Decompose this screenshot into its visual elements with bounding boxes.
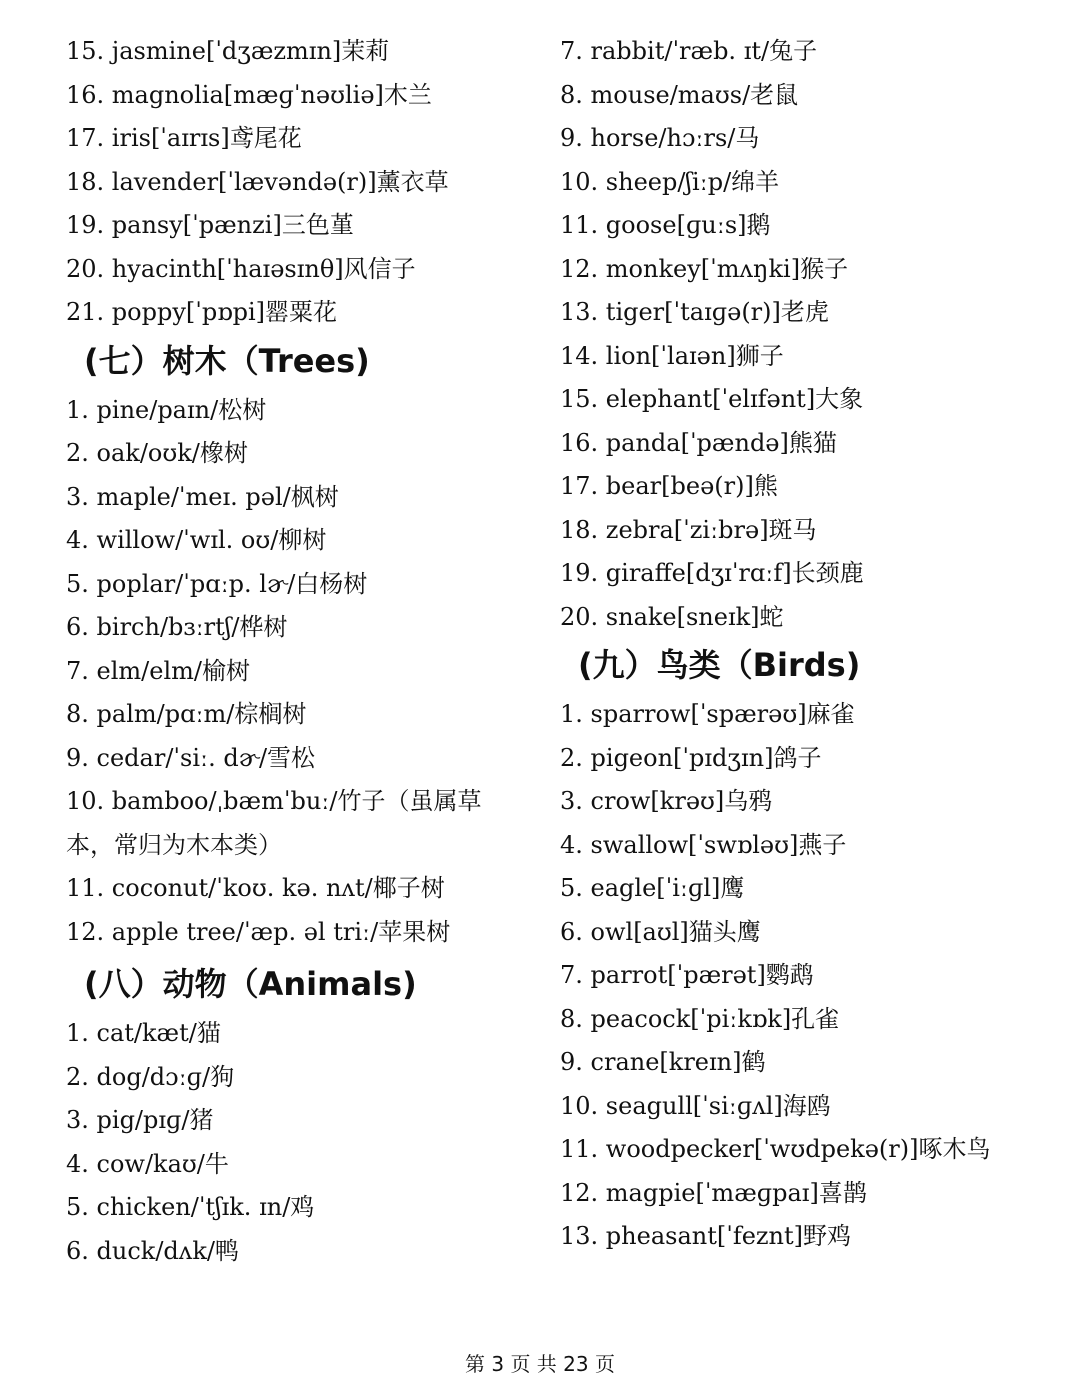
list-item: 15. elephant[ˈelɪfənt]大象 <box>560 385 864 413</box>
list-item: 12. magpie[ˈmæɡpaɪ]喜鹊 <box>560 1178 867 1207</box>
list-item: 2. pigeon[ˈpɪdʒɪn]鸽子 <box>560 743 822 772</box>
list-item: 10. sheep/ʃiːp/绵羊 <box>560 167 780 196</box>
left-column <box>66 30 526 1273</box>
list-item: 5. chicken/ˈtʃɪk. ɪn/鸡 <box>66 1193 315 1221</box>
list-item: 13. tiger[ˈtaɪɡə(r)]老虎 <box>560 298 829 326</box>
list-item: 1. pine/paɪn/松树 <box>66 395 267 424</box>
list-item: 9. crane[kreɪn]鹤 <box>560 1048 766 1076</box>
list-item: 19. giraffe[dʒɪˈrɑːf]长颈鹿 <box>560 559 864 587</box>
list-item: 7. parrot[ˈpærət]鹦鹉 <box>560 961 814 989</box>
list-item: 20. snake[sneɪk]蛇 <box>560 602 784 631</box>
animal-list <box>66 1012 526 1273</box>
right-column <box>560 30 1030 1259</box>
list-item: 3. pig/pɪɡ/猪 <box>66 1106 214 1134</box>
list-item: 2. oak/oʊk/橡树 <box>66 439 248 467</box>
list-item: 12. monkey[ˈmʌŋki]猴子 <box>560 254 849 283</box>
list-item: 21. poppy[ˈpɒpi]罂粟花 <box>66 298 337 326</box>
list-item: 9. cedar/ˈsiː. dɚ/雪松 <box>66 743 316 772</box>
bird-list <box>560 693 1030 1259</box>
list-item: 8. palm/pɑːm/棕榈树 <box>66 700 307 728</box>
list-item: 3. crow[krəʊ]乌鸦 <box>560 787 773 815</box>
list-item: 4. swallow[ˈswɒləʊ]燕子 <box>560 830 847 859</box>
list-item: 5. eagle[ˈiːɡl]鹰 <box>560 874 745 902</box>
list-item: 10. bamboo/ˌbæmˈbuː/竹子（虽属草本，常归为木本类） <box>66 787 482 859</box>
list-item: 18. zebra[ˈziːbrə]斑马 <box>560 515 817 544</box>
flower-list-continued <box>66 30 526 335</box>
list-item: 16. magnolia[mæɡˈnəʊliə]木兰 <box>66 80 432 109</box>
list-item: 8. peacock[ˈpiːkɒk]孔雀 <box>560 1004 840 1033</box>
list-item: 15. jasmine[ˈdʒæzmɪn]茉莉 <box>66 37 390 65</box>
section-heading-trees: (七）树木（Trees) <box>84 341 370 380</box>
list-item: 1. sparrow[ˈspærəʊ]麻雀 <box>560 700 855 728</box>
list-item: 17. bear[beə(r)]熊 <box>560 472 778 500</box>
list-item: 6. owl[aʊl]猫头鹰 <box>560 917 761 946</box>
list-item: 9. horse/hɔːrs/马 <box>560 124 760 152</box>
list-item: 11. goose[ɡuːs]鹅 <box>560 211 771 239</box>
tree-list <box>66 389 526 955</box>
list-item: 1. cat/kæt/猫 <box>66 1019 221 1047</box>
list-item: 16. panda[ˈpændə]熊猫 <box>560 428 837 457</box>
section-heading-animals: (八）动物（Animals) <box>84 965 417 1003</box>
list-item: 11. woodpecker[ˈwʊdpekə(r)]啄木鸟 <box>560 1135 991 1163</box>
list-item: 4. cow/kaʊ/牛 <box>66 1149 229 1178</box>
list-item: 6. duck/dʌk/鸭 <box>66 1236 239 1265</box>
list-item: 13. pheasant[ˈfeznt]野鸡 <box>560 1222 852 1250</box>
list-item: 11. coconut/ˈkoʊ. kə. nʌt/椰子树 <box>66 874 445 902</box>
list-item: 20. hyacinth[ˈhaɪəsɪnθ]风信子 <box>66 254 416 283</box>
list-item: 2. dog/dɔːɡ/狗 <box>66 1062 235 1091</box>
list-item: 10. seagull[ˈsiːɡʌl]海鸥 <box>560 1091 831 1120</box>
section-heading-birds: (九）鸟类（Birds) <box>578 646 861 684</box>
list-item: 6. birch/bɜːrtʃ/桦树 <box>66 613 288 641</box>
list-item: 4. willow/ˈwɪl. oʊ/柳树 <box>66 526 327 554</box>
list-item: 14. lion[ˈlaɪən]狮子 <box>560 341 784 370</box>
list-item: 7. rabbit/ˈræb. ɪt/兔子 <box>560 37 818 65</box>
list-item: 3. maple/ˈmeɪ. pəl/枫树 <box>66 482 339 511</box>
list-item: 8. mouse/maʊs/老鼠 <box>560 80 799 109</box>
list-item: 17. iris[ˈaɪrɪs]鸢尾花 <box>66 124 302 152</box>
list-item: 12. apple tree/ˈæp. əl triː/苹果树 <box>66 917 451 946</box>
list-item: 19. pansy[ˈpænzi]三色堇 <box>66 211 354 239</box>
page-number-footer: 第 3 页 共 23 页 <box>465 1352 615 1376</box>
list-item: 18. lavender[ˈlævəndə(r)]薰衣草 <box>66 167 449 196</box>
animal-list-continued <box>560 30 1030 639</box>
list-item: 7. elm/elm/榆树 <box>66 656 250 685</box>
list-item: 5. poplar/ˈpɑːp. lɚ/白杨树 <box>66 569 368 598</box>
